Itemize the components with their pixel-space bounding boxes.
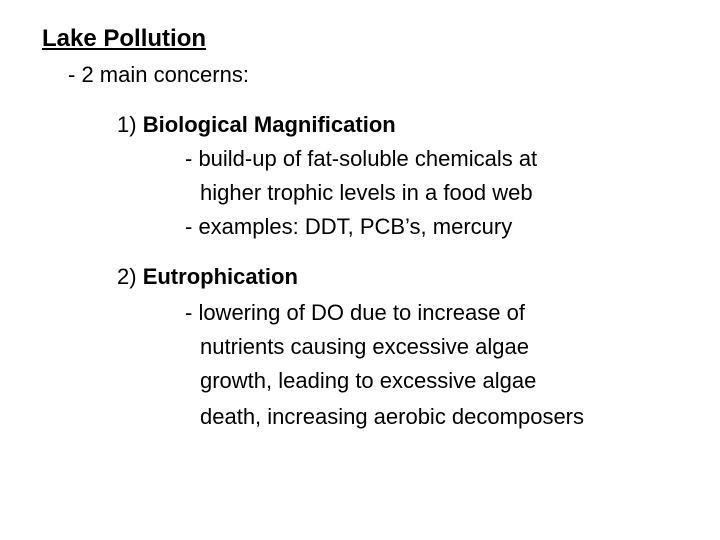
- concern-1-title: Biological Magnification: [142, 112, 396, 137]
- concern-1-point: higher trophic levels in a food web: [200, 180, 533, 205]
- concern-2-number: 2): [117, 264, 137, 289]
- slide-title: Lake Pollution: [42, 25, 207, 52]
- concern-2-point: death, increasing aerobic decomposers: [200, 404, 585, 429]
- concern-1-heading: [117, 112, 396, 138]
- concern-2-title: Eutrophication: [142, 264, 298, 289]
- concern-2-point: nutrients causing excessive algae: [200, 334, 529, 359]
- concern-1-number: 1): [117, 112, 137, 137]
- concern-2-heading: [117, 264, 298, 290]
- concern-1-point: - examples: DDT, PCB’s, mercury: [185, 214, 513, 239]
- concern-1-point: - build-up of fat-soluble chemicals at: [185, 146, 538, 171]
- concern-2-point: growth, leading to excessive algae: [200, 368, 537, 393]
- concern-2-point: - lowering of DO due to increase of: [185, 300, 525, 325]
- intro-text: - 2 main concerns:: [68, 62, 249, 87]
